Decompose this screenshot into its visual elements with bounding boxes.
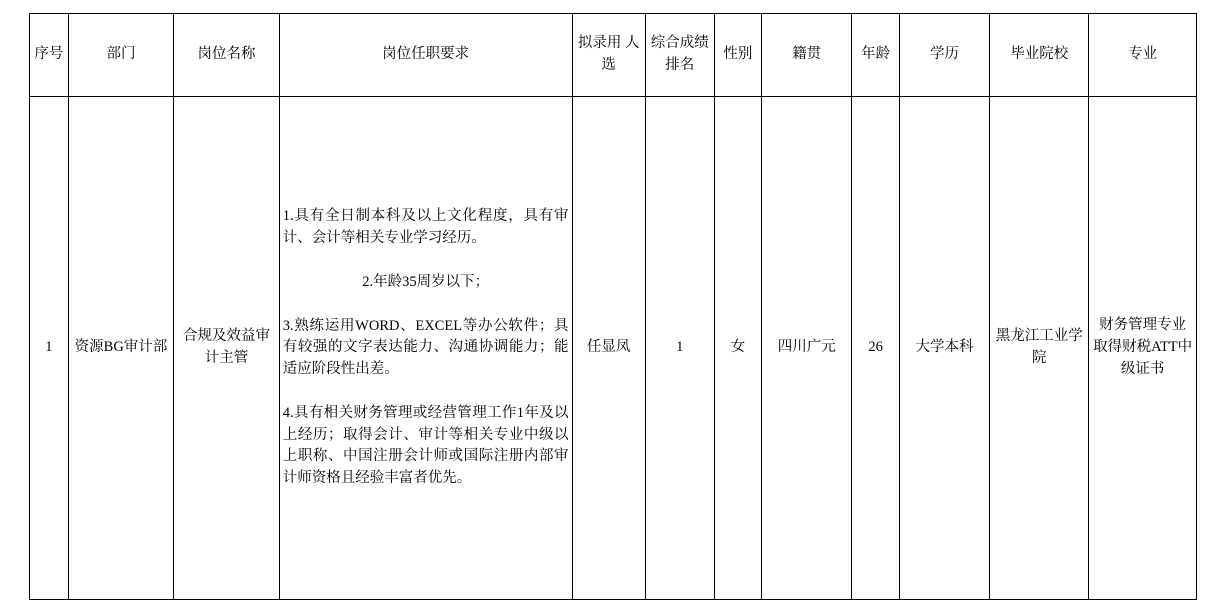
header-cell-candidate: 拟录用 人选 [572, 14, 645, 97]
cell-requirements [279, 97, 572, 600]
cell-age: 26 [852, 97, 899, 600]
header-cell-gender: 性别 [714, 14, 761, 97]
cell-native-place: 四川广元 [762, 97, 852, 600]
table-row [30, 97, 1197, 600]
requirement-item-3: 3.熟练运用WORD、EXCEL等办公软件；具有较强的文字表达能力、沟通协调能力；能适应阶段性出差。 [282, 317, 569, 377]
header-cell-requirements: 岗位任职要求 [279, 14, 572, 97]
cell-education: 大学本科 [899, 97, 989, 600]
cell-seq: 1 [30, 97, 69, 600]
recruitment-table [29, 13, 1197, 600]
header-cell-dept: 部门 [68, 14, 174, 97]
table-body [30, 97, 1197, 600]
cell-major: 财务管理专业取得财税ATT中级证书 [1089, 97, 1197, 600]
cell-dept: 资源BG审计部 [68, 97, 174, 600]
header-cell-seq: 序号 [30, 14, 69, 97]
requirement-item-2: 2.年龄35周岁以下； [362, 273, 490, 290]
header-cell-school: 毕业院校 [990, 14, 1089, 97]
cell-candidate: 任显凤 [572, 97, 645, 600]
header-cell-native-place: 籍贯 [762, 14, 852, 97]
header-cell-post: 岗位名称 [174, 14, 280, 97]
table-header-row [30, 14, 1197, 97]
cell-post: 合规及效益审计主管 [174, 97, 280, 600]
requirement-item-1: 1.具有全日制本科及以上文化程度，具有审计、会计等相关专业学习经历。 [282, 208, 569, 246]
table-header [30, 14, 1197, 97]
requirement-item-4: 4.具有相关财务管理或经营管理工作1年及以上经历；取得会计、审计等相关专业中级以上职称、中国注册会计师或国际注册内部审计师资格且经验丰富者优先。 [282, 404, 569, 486]
header-cell-major: 专业 [1089, 14, 1197, 97]
cell-school: 黑龙江工业学院 [990, 97, 1089, 600]
header-cell-education: 学历 [899, 14, 989, 97]
cell-gender: 女 [714, 97, 761, 600]
header-cell-age: 年龄 [852, 14, 899, 97]
header-cell-rank: 综合成绩排名 [645, 14, 714, 97]
cell-rank: 1 [645, 97, 714, 600]
